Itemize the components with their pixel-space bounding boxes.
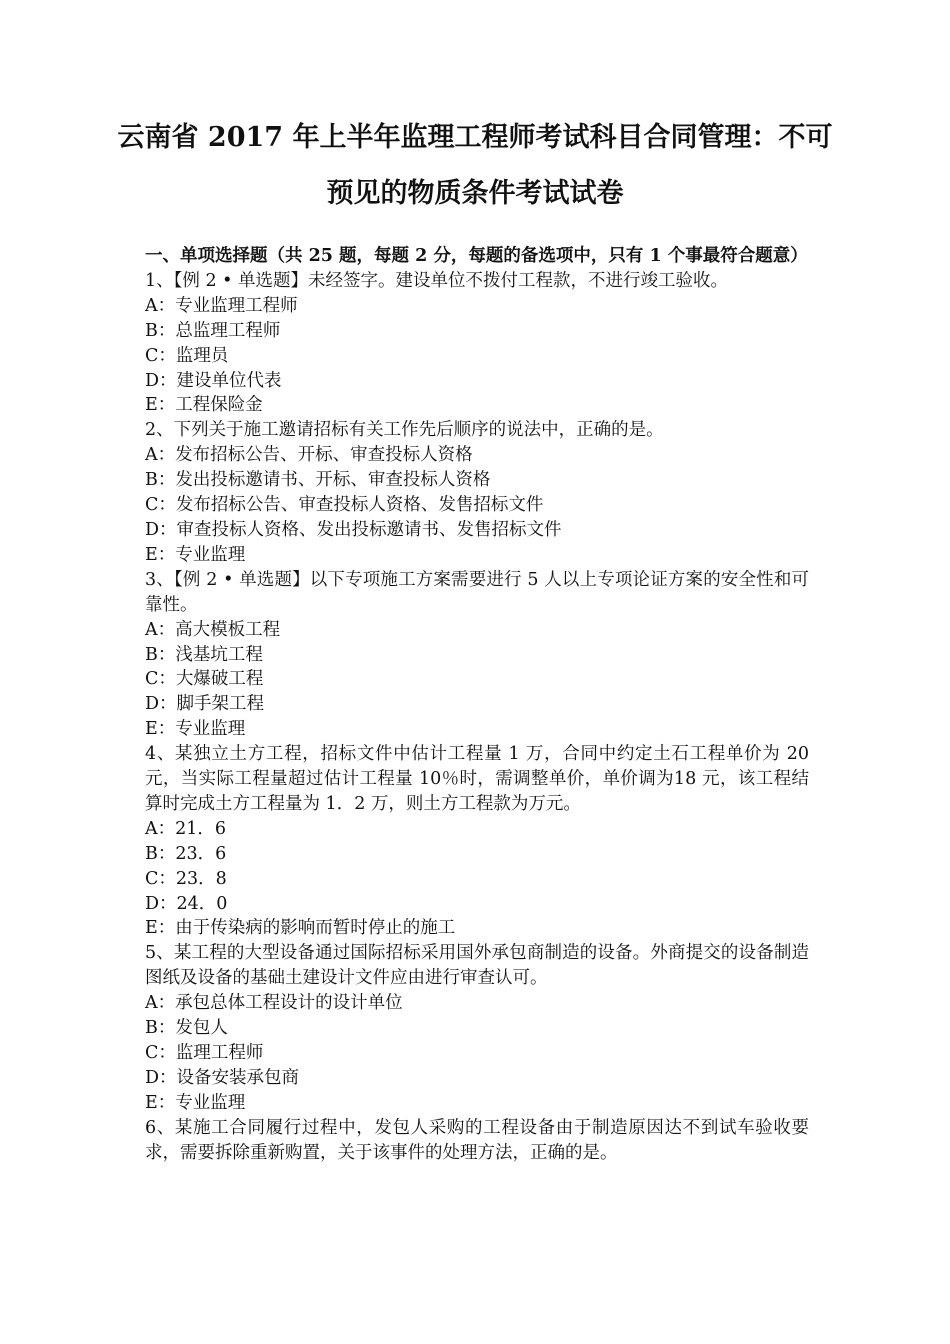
option-d: D：审查投标人资格、发出投标邀请书、发售招标文件 xyxy=(145,519,562,540)
option-a: A：21．6 xyxy=(145,818,227,839)
question-text: 2、下列关于施工邀请招标有关工作先后顺序的说法中，正确的是。 xyxy=(145,420,664,441)
question-text: 4、某独立土方工程，招标文件中估计工程量 1 万，合同中约定土石工程单价为 20 元，当实际工程量超过估计工程量 10％时，需调整单价，单价调为18 元，该工程结算时完成土方工程量为 1．2 万，则土方工程款为万元。 xyxy=(145,744,809,814)
option-d: D：设备安装承包商 xyxy=(145,1067,300,1088)
question-text: 1、【例 2 • 单选题】未经签字。建设单位不拨付工程款，不进行竣工验收。 xyxy=(145,270,729,291)
question-6 xyxy=(145,1116,809,1166)
option-a: A：高大模板工程 xyxy=(145,619,281,640)
option-b: B：发包人 xyxy=(145,1018,228,1039)
title-line-2: 预见的物质条件考试试卷 xyxy=(326,178,624,209)
option-b: B：发出投标邀请书、开标、审查投标人资格 xyxy=(145,470,491,491)
question-5 xyxy=(145,941,809,1115)
option-c: C：发布招标公告、审查投标人资格、发售招标文件 xyxy=(145,495,544,516)
option-e: E：专业监理 xyxy=(145,1092,246,1113)
option-e: E：工程保险金 xyxy=(145,395,263,416)
option-c: C：23．8 xyxy=(145,868,227,889)
question-4 xyxy=(145,742,809,941)
question-1 xyxy=(145,269,809,418)
option-d: D：脚手架工程 xyxy=(145,694,265,715)
option-e: E：由于传染病的影响而暂时停止的施工 xyxy=(145,918,456,939)
question-text: 6、某施工合同履行过程中，发包人采购的工程设备由于制造原因达不到试车验收要求，需要拆除重新购置，关于该事件的处理方法，正确的是。 xyxy=(145,1117,809,1163)
option-c: C：监理工程师 xyxy=(145,1043,264,1063)
option-b: B：浅基坑工程 xyxy=(145,644,263,665)
question-2 xyxy=(145,418,809,567)
option-a: A：发布招标公告、开标、审查投标人资格 xyxy=(145,445,473,466)
option-d: D：24．0 xyxy=(145,893,228,914)
exam-content xyxy=(145,244,809,1166)
option-c: C：大爆破工程 xyxy=(145,669,264,690)
option-c: C：监理员 xyxy=(145,345,229,366)
option-e: E：专业监理 xyxy=(145,544,246,565)
option-b: B：总监理工程师 xyxy=(145,320,281,341)
question-text: 3、【例 2 • 单选题】以下专项施工方案需要进行 5 人以上专项论证方案的安全性和可靠性。 xyxy=(145,569,809,615)
option-d: D：建设单位代表 xyxy=(145,370,282,391)
option-e: E：专业监理 xyxy=(145,719,246,740)
question-3 xyxy=(145,568,809,742)
question-text: 5、某工程的大型设备通过国际招标采用国外承包商制造的设备。外商提交的设备制造图纸及设备的基础土建设计文件应由进行审查认可。 xyxy=(145,943,809,989)
document-title xyxy=(100,110,850,222)
option-b: B：23．6 xyxy=(145,843,227,864)
option-a: A：承包总体工程设计的设计单位 xyxy=(145,993,403,1014)
title-line-1: 云南省 2017 年上半年监理工程师考试科目合同管理：不可 xyxy=(117,122,833,153)
option-a: A：专业监理工程师 xyxy=(145,295,298,316)
section-heading: 一、单项选择题（共 25 题，每题 2 分，每题的备选项中，只有 1 个事最符合题意） xyxy=(145,246,808,266)
